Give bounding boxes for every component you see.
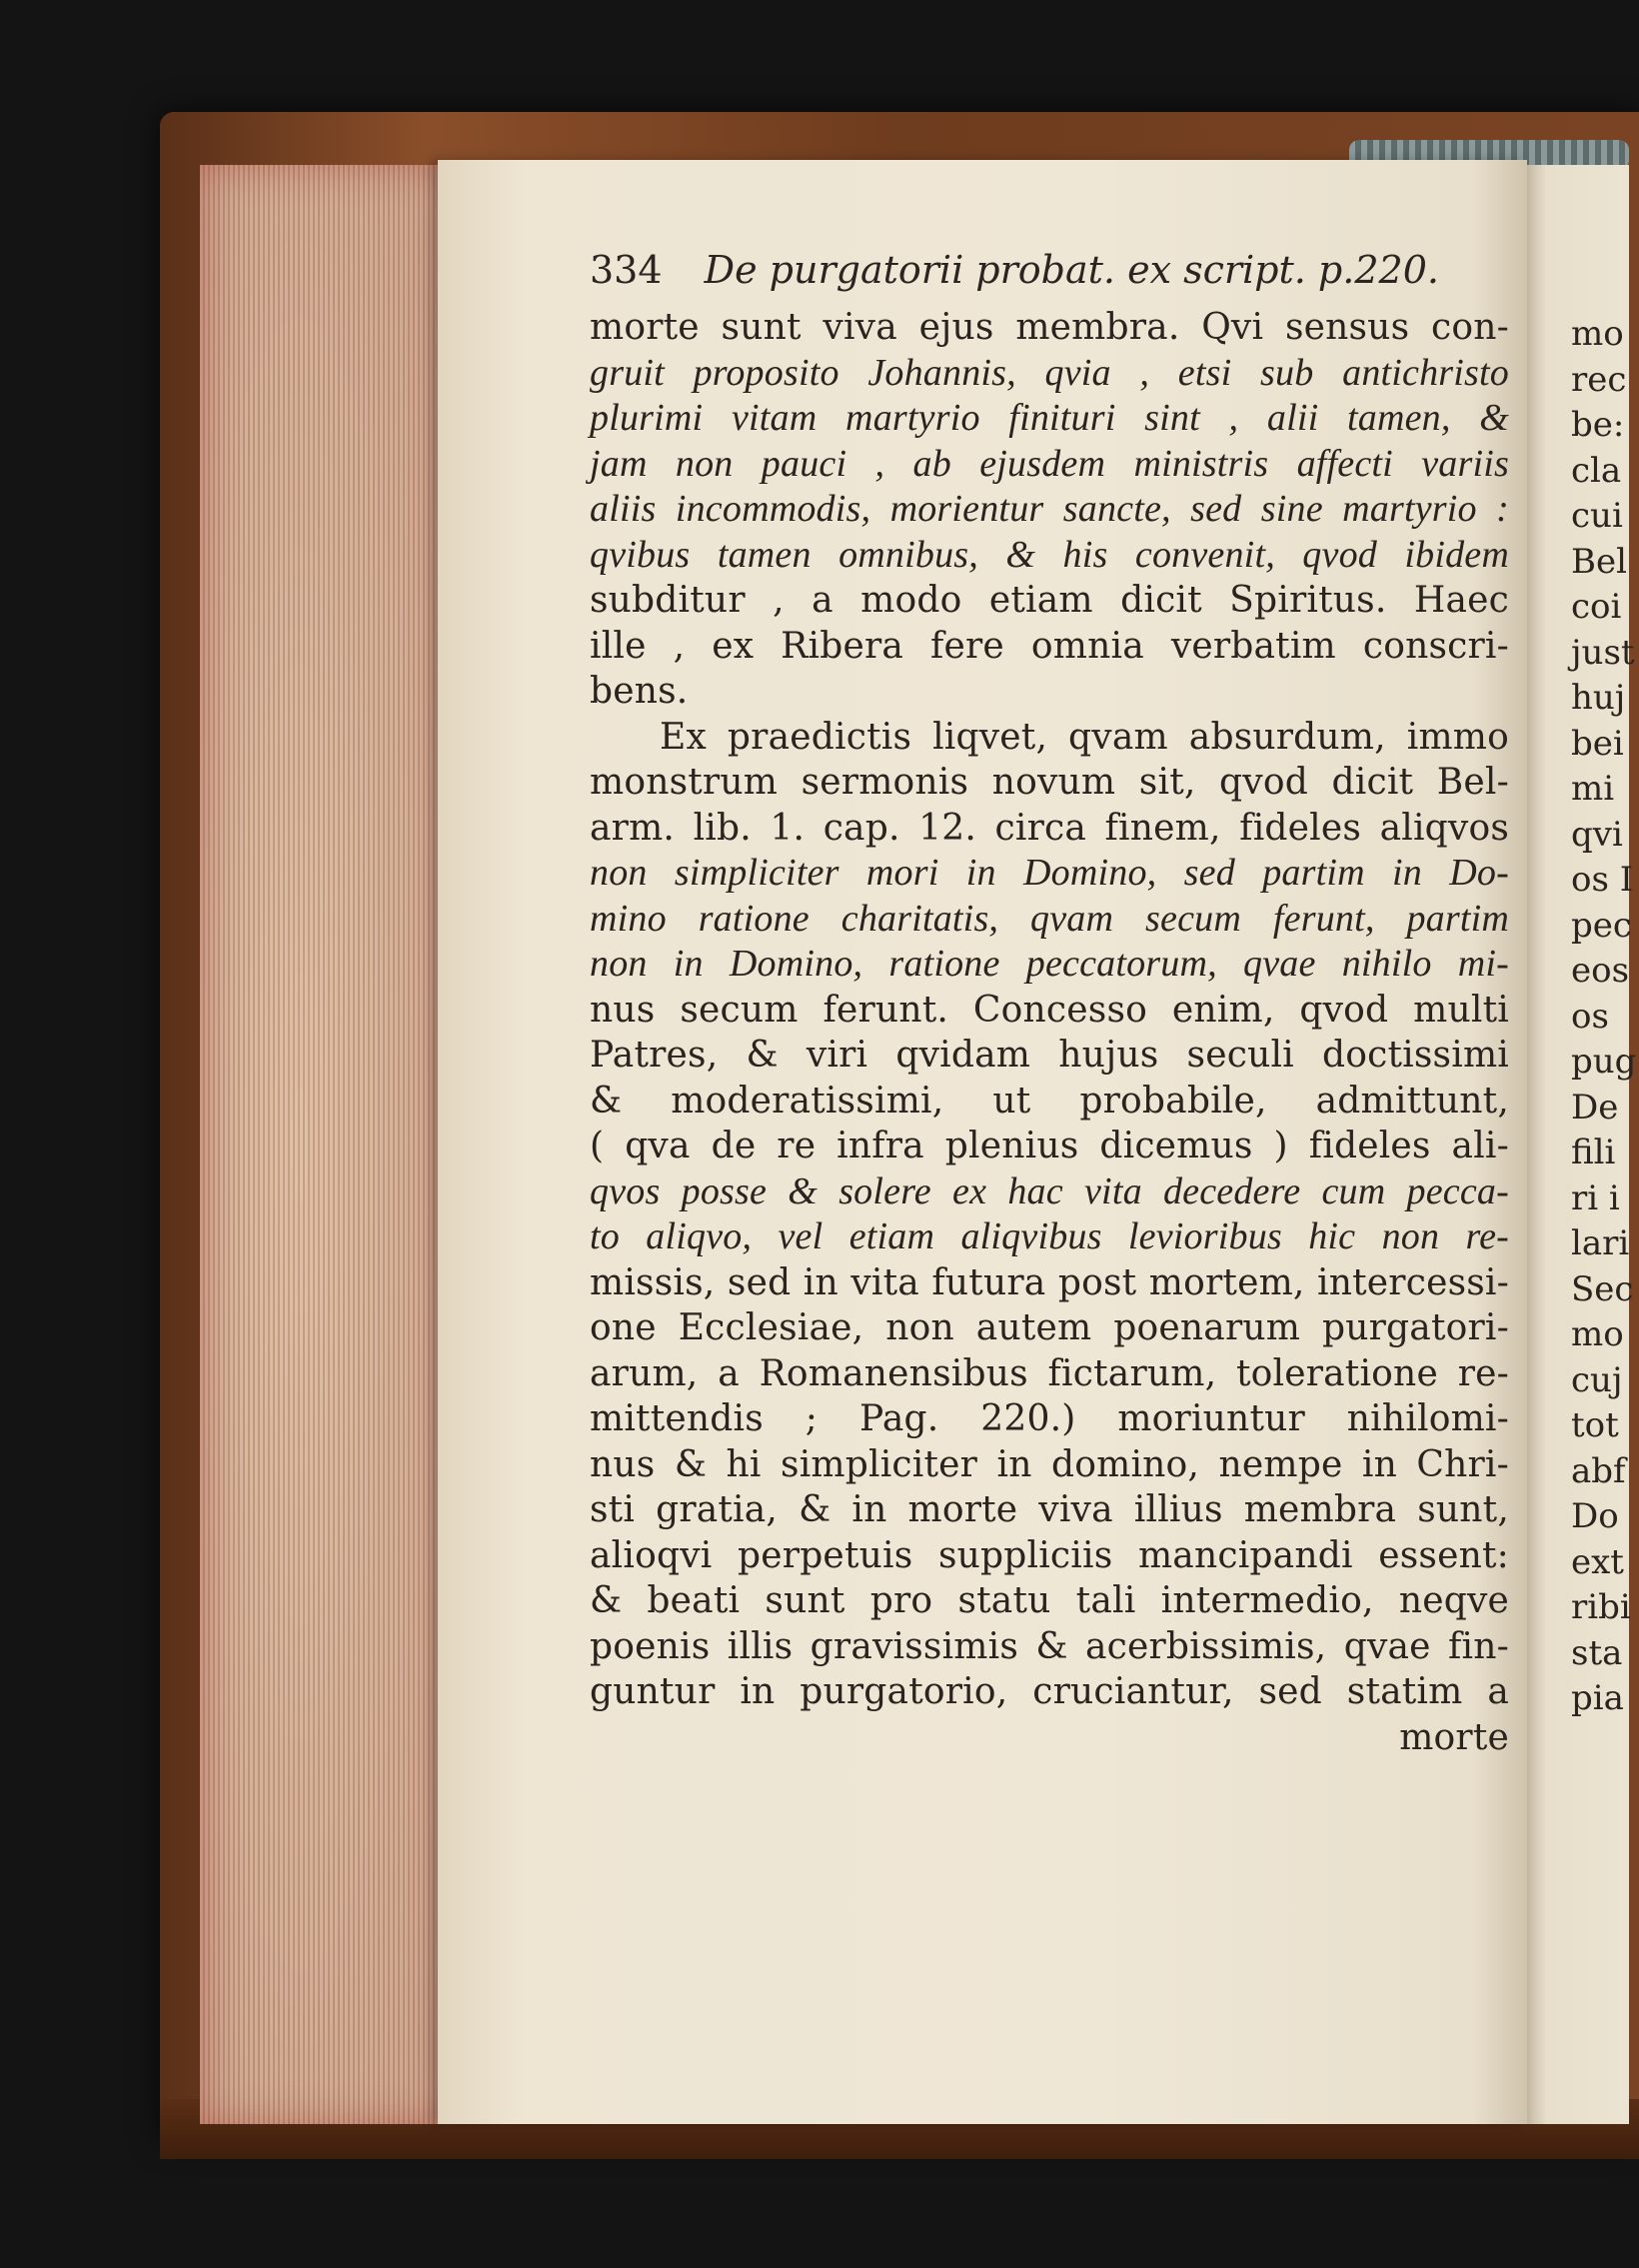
running-title: De purgatorii probat. ex script. p.220. xyxy=(704,248,1439,292)
text-line: missis, sed in vita futura post mortem, intercessi- xyxy=(590,1261,1509,1303)
facing-line: qvi xyxy=(1571,814,1623,855)
facing-line: cui xyxy=(1571,496,1623,536)
text-line: mino ratione charitatis, qvam secum ferunt, partim xyxy=(590,897,1509,940)
text-line: Ex praedictis liqvet, qvam absurdum, immo xyxy=(660,716,1509,758)
text-line: non simpliciter mori in Domino, sed partim in Do- xyxy=(590,852,1509,894)
page-text xyxy=(590,305,1509,1954)
text-line: & moderatissimi, ut probabile, admittunt, xyxy=(590,1080,1509,1122)
text-line: arm. lib. 1. cap. 12. circa finem, fideles aliqvos xyxy=(590,807,1509,849)
text-line: qvibus tamen omnibus, & his convenit, qvod ibidem xyxy=(590,533,1509,576)
facing-line: Bel xyxy=(1571,541,1627,582)
facing-line: os xyxy=(1571,996,1609,1037)
text-line: alioqvi perpetuis suppliciis mancipandi essent: xyxy=(590,1534,1509,1576)
text-line: aliis incommodis, morientur sancte, sed sine martyrio : xyxy=(590,488,1509,530)
page-number: 334 xyxy=(590,248,663,292)
facing-line: huj xyxy=(1571,678,1626,718)
facing-line: lari xyxy=(1571,1223,1630,1263)
facing-line: bei xyxy=(1571,723,1624,764)
running-head xyxy=(590,248,1439,308)
facing-line: tot xyxy=(1571,1405,1619,1445)
text-line: poenis illis gravissimis & acerbissimis, qvae fin- xyxy=(590,1625,1509,1667)
page-edges-sprinkle xyxy=(200,165,450,2124)
facing-line: pug xyxy=(1571,1042,1637,1082)
text-line: sti gratia, & in morte viva illius membra sunt, xyxy=(590,1489,1509,1530)
text-line: nus secum ferunt. Concesso enim, qvod multi xyxy=(590,989,1509,1031)
text-line: gruit proposito Johannis, qvia , etsi sub antichristo xyxy=(590,351,1509,394)
facing-page-text xyxy=(1571,312,1637,1722)
text-line: non in Domino, ratione peccatorum, qvae nihilo mi- xyxy=(590,943,1509,985)
facing-line: ext xyxy=(1571,1541,1624,1582)
text-line: to aliqvo, vel etiam aliqvibus levioribus hic non re- xyxy=(590,1215,1509,1257)
facing-line: ribi xyxy=(1571,1587,1631,1627)
facing-line: De xyxy=(1571,1087,1619,1128)
facing-line: be: xyxy=(1571,405,1625,445)
facing-line: mo xyxy=(1571,1314,1624,1354)
facing-line: Do xyxy=(1571,1496,1619,1536)
text-line: mittendis ; Pag. 220.) moriuntur nihilomi- xyxy=(590,1398,1509,1439)
facing-line: cuj xyxy=(1571,1359,1623,1400)
facing-line: fili xyxy=(1571,1133,1616,1172)
text-line: nus & hi simpliciter in domino, nempe in Chri- xyxy=(590,1443,1509,1485)
facing-line: coi xyxy=(1571,587,1622,627)
facing-line: cla xyxy=(1571,450,1622,491)
facing-line: just xyxy=(1571,632,1635,673)
text-line: one Ecclesiae, non autem poenarum purgatori- xyxy=(590,1307,1509,1348)
text-line: jam non pauci , ab ejusdem ministris affecti variis xyxy=(590,442,1509,485)
facing-line: mo xyxy=(1571,314,1624,354)
text-line: monstrum sermonis novum sit, qvod dicit Bel- xyxy=(590,762,1509,803)
text-line: morte sunt viva ejus membra. Qvi sensus con- xyxy=(590,307,1509,348)
text-line: plurimi vitam martyrio finituri sint , alii tamen, & xyxy=(590,397,1509,439)
facing-line: os I xyxy=(1571,860,1634,900)
facing-line: eos xyxy=(1571,951,1630,991)
facing-line: sta xyxy=(1571,1632,1623,1673)
text-line: morte xyxy=(1399,1716,1509,1758)
facing-line: pec xyxy=(1571,905,1632,946)
text-line: ille , ex Ribera fere omnia verbatim conscri- xyxy=(590,625,1509,667)
text-line: ( qva de re infra plenius dicemus ) fideles ali- xyxy=(590,1126,1509,1166)
facing-line: ri i xyxy=(1571,1177,1620,1218)
facing-line: mi xyxy=(1571,769,1615,809)
facing-line: Sec xyxy=(1571,1268,1634,1309)
facing-line: pia xyxy=(1571,1678,1624,1718)
facing-line: abf xyxy=(1571,1450,1626,1491)
text-line: & beati sunt pro statu tali intermedio, neqve xyxy=(590,1580,1509,1621)
text-line: guntur in purgatorio, cruciantur, sed statim a xyxy=(590,1671,1509,1712)
text-line: Patres, & viri qvidam hujus seculi doctissimi xyxy=(590,1035,1509,1076)
text-line: arum, a Romanensibus fictarum, toleratione re- xyxy=(590,1352,1509,1394)
text-line: subditur , a modo etiam dicit Spiritus. Haec xyxy=(590,580,1509,621)
text-line: bens. xyxy=(590,671,689,712)
text-line: qvos posse & solere ex hac vita decedere cum pecca- xyxy=(590,1169,1509,1212)
facing-line: rec xyxy=(1571,359,1627,400)
